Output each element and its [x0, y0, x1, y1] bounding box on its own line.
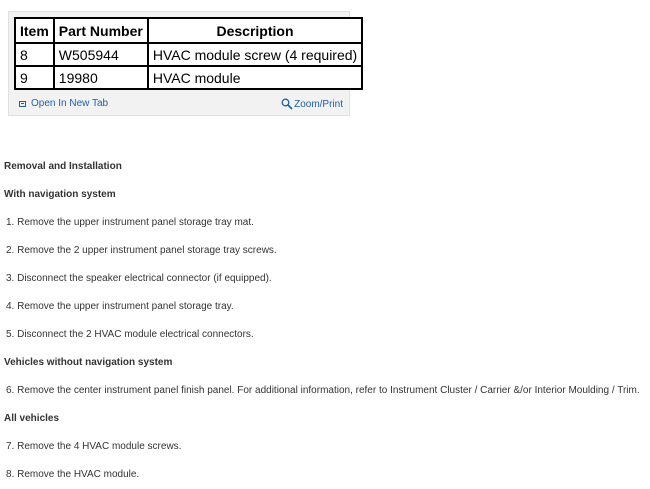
cell-description: HVAC module	[148, 66, 362, 89]
header-item: Item	[15, 18, 54, 43]
section-heading: Vehicles without navigation system	[4, 357, 173, 368]
step-item: 6. Remove the center instrument panel finish panel. For additional information, refer to Instrument Cluster / Carrier &/or Interior Moulding / Trim.	[6, 385, 640, 396]
open-in-new-tab-link[interactable]	[19, 98, 108, 109]
new-tab-icon	[19, 101, 26, 107]
cell-item: 8	[15, 43, 54, 66]
parts-figure	[8, 11, 358, 116]
step-item: 1. Remove the upper instrument panel storage tray mat.	[6, 217, 254, 228]
header-part-number: Part Number	[54, 18, 148, 43]
section-heading: With navigation system	[4, 189, 116, 200]
header-description: Description	[148, 18, 362, 43]
step-item: 4. Remove the upper instrument panel storage tray.	[6, 301, 234, 312]
cell-part-number: W505944	[54, 43, 148, 66]
cell-item: 9	[15, 66, 54, 89]
step-item: 3. Disconnect the speaker electrical connector (if equipped).	[6, 273, 272, 284]
table-row	[15, 43, 362, 66]
zoom-print-label: Zoom/Print	[294, 98, 343, 110]
procedure-title: Removal and Installation	[4, 161, 122, 172]
open-in-new-tab-label: Open In New Tab	[31, 98, 109, 109]
section-heading: All vehicles	[4, 413, 60, 424]
cell-part-number: 19980	[54, 66, 148, 89]
table-header-row	[15, 18, 362, 43]
zoom-print-link[interactable]	[281, 98, 343, 110]
magnifier-icon	[281, 98, 293, 110]
table-row	[15, 66, 362, 89]
step-item: 8. Remove the HVAC module.	[6, 469, 140, 480]
step-item: 7. Remove the 4 HVAC module screws.	[6, 441, 182, 452]
step-item: 2. Remove the 2 upper instrument panel storage tray screws.	[6, 245, 277, 256]
parts-table	[14, 17, 363, 90]
cell-description: HVAC module screw (4 required)	[148, 43, 362, 66]
step-item: 5. Disconnect the 2 HVAC module electrical connectors.	[6, 329, 254, 340]
